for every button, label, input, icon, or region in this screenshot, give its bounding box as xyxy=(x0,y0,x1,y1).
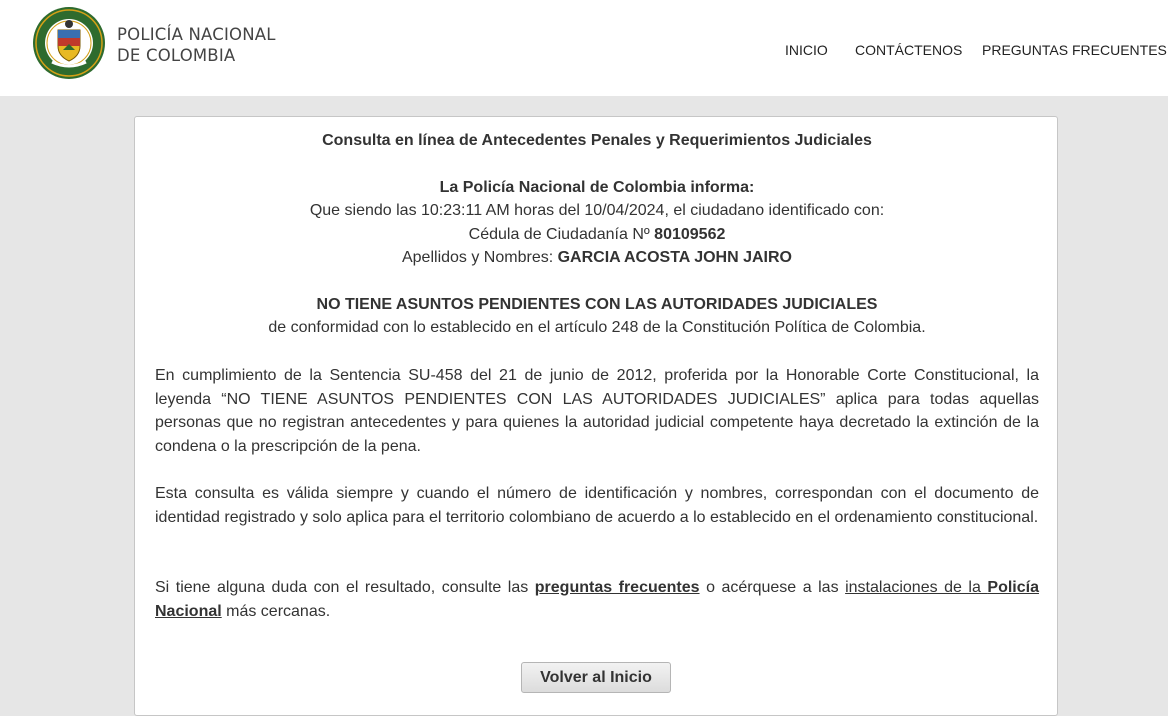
informa-heading: La Policía Nacional de Colombia informa: xyxy=(439,179,755,196)
help-text-c: más cercanas. xyxy=(221,602,331,620)
name-value: GARCIA ACOSTA JOHN JAIRO xyxy=(557,249,792,266)
back-to-home-button[interactable]: Volver al Inicio xyxy=(521,662,671,693)
brand-name[interactable] xyxy=(117,24,276,66)
validity-paragraph: Esta consulta es válida siempre y cuando el número de identificación y nombres, correspondan con el documento de identidad registrado y solo aplica para el territorio colombiano de acuerdo a lo establecido en el ordenamiento constitucional. xyxy=(155,485,1039,526)
nav-preguntas-frecuentes-link[interactable]: PREGUNTAS FRECUENTES xyxy=(982,42,1167,58)
police-emblem-icon[interactable] xyxy=(32,6,106,80)
result-card xyxy=(134,116,1058,716)
cedula-number: 80109562 xyxy=(654,226,726,243)
status-basis: de conformidad con lo establecido en el artículo 248 de la Constitución Política de Colombia. xyxy=(268,319,926,336)
result-title: Consulta en línea de Antecedentes Penales y Requerimientos Judiciales xyxy=(322,132,872,149)
site-header xyxy=(0,0,1168,96)
nav-contactenos-link[interactable]: CONTÁCTENOS xyxy=(855,42,963,58)
name-label: Apellidos y Nombres: xyxy=(401,249,558,266)
installations-link-text: instalaciones de la xyxy=(845,579,988,596)
nav-inicio-link[interactable]: INICIO xyxy=(785,42,828,58)
query-time-line: Que siendo las 10:23:11 AM horas del 10/04/2024, el ciudadano identificado con: xyxy=(309,202,885,219)
cedula-label: Cédula de Ciudadanía Nº xyxy=(468,226,655,243)
help-paragraph xyxy=(155,576,1039,623)
help-text-a: Si tiene alguna duda con el resultado, consulte las xyxy=(155,579,535,596)
faq-link[interactable]: preguntas frecuentes xyxy=(534,579,700,596)
brand-line1: POLICÍA NACIONAL xyxy=(117,25,276,44)
name-line xyxy=(135,249,1059,267)
cedula-line xyxy=(135,226,1059,244)
help-text-b: o acérquese a las xyxy=(699,579,846,596)
sentencia-paragraph: En cumplimiento de la Sentencia SU-458 del 21 de junio de 2012, proferida por la Honorable Corte Constitucional, la leyenda “NO TIENE ASUNTOS PENDIENTES CON LAS AUTORIDADES JUDICIALES” aplica para todas aquellas personas que no registran antecedentes y para quienes la autoridad judicial competente haya decretado la extinción de la condena o la prescripción de la pena. xyxy=(155,367,1039,455)
brand-line2: DE COLOMBIA xyxy=(117,46,236,65)
status-text: NO TIENE ASUNTOS PENDIENTES CON LAS AUTORIDADES JUDICIALES xyxy=(316,296,878,313)
installations-link-bold: Policía Nacional xyxy=(155,579,1039,620)
